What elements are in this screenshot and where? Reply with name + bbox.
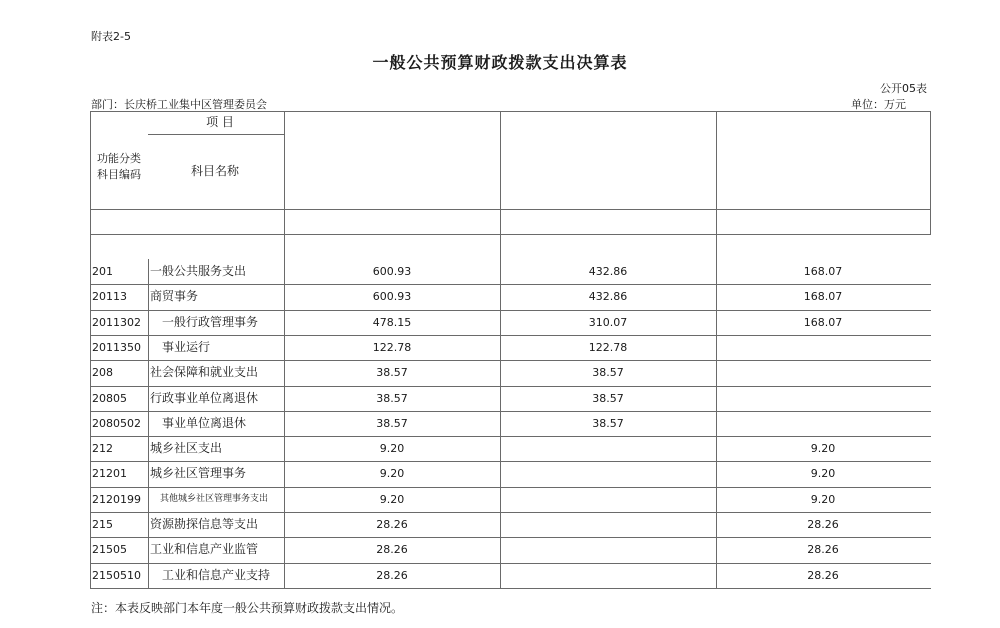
grid-line [90,512,931,513]
table-row [90,563,931,588]
row-total: 600.93 [372,265,412,278]
row-basic: 38.57 [592,416,624,430]
row-code: 20113 [92,290,127,304]
row-project: 28.26 [807,518,839,531]
row-name: 一般公共服务支出 [150,264,247,278]
unit-label: 单位：万元 [851,98,906,111]
row-project [716,360,930,385]
row-basic [500,512,716,537]
footnote: 注：本表反映部门本年度一般公共预算财政拨款支出情况。 [91,601,404,615]
row-code: 20805 [92,391,127,405]
table-row [90,284,931,309]
row-total: 9.20 [379,492,405,506]
table-row [90,335,931,360]
grid-line [90,563,931,564]
row-code: 212 [92,442,113,456]
row-name: 商贸事务 [150,289,199,304]
grid-line [930,111,931,234]
table-row [90,512,931,537]
grid-line [284,111,285,588]
grid-line [90,588,931,589]
table-row [90,386,931,411]
row-project [716,335,930,360]
department-label: 部门：长庆桥工业集中区管理委员会 [91,98,267,111]
grid-line [90,436,931,437]
row-total: 38.57 [376,416,408,430]
header-item: 项 目 [206,115,234,129]
row-basic [500,436,716,461]
row-code: 2080502 [92,416,141,430]
table-row [90,537,931,562]
header-code-line1: 功能分类 [97,152,141,165]
row-name: 事业运行 [162,339,211,354]
row-total: 38.57 [376,391,408,405]
row-basic: 310.07 [588,315,628,329]
row-project: 168.07 [803,315,843,329]
row-project: 9.20 [810,492,836,506]
grid-line [716,111,717,588]
page-title: 一般公共预算财政拨款支出决算表 [372,53,628,72]
header-code-line2: 科目编码 [97,168,141,181]
row-basic [500,537,716,562]
grid-line [90,335,931,336]
header-code-label [90,151,148,191]
table-row [90,360,931,385]
row-name: 城乡社区管理事务 [150,466,247,481]
grid-line [90,209,931,210]
grid-line [90,310,931,311]
row-code: 2011302 [92,315,141,329]
row-basic: 432.86 [588,290,628,304]
row-code: 2150510 [92,568,141,582]
row-name: 社会保障和就业支出 [150,365,259,380]
row-project: 9.20 [810,467,836,481]
row-total: 9.20 [379,467,405,481]
header-name-label: 科目名称 [190,164,239,178]
row-total: 600.93 [372,290,412,304]
row-project: 168.07 [803,290,843,304]
row-total: 28.26 [376,543,408,557]
row-project [716,411,930,436]
row-project: 9.20 [810,442,836,456]
row-basic: 38.57 [592,391,624,405]
table-row [90,461,931,486]
row-name: 城乡社区支出 [150,441,223,456]
row-name: 工业和信息产业监管 [150,542,259,557]
attachment-label: 附表2-5 [91,30,131,43]
row-total: 28.26 [376,518,408,531]
row-basic [500,487,716,512]
row-code: 201 [92,265,113,278]
row-name: 工业和信息产业支持 [162,567,271,582]
form-code: 公开05表 [880,82,927,95]
row-total: 38.57 [376,366,408,380]
row-code: 208 [92,366,113,380]
row-total: 28.26 [376,568,408,582]
row-total: 122.78 [372,340,412,354]
grid-line [90,537,931,538]
row-basic: 122.78 [588,340,628,354]
table-row [90,436,931,461]
grid-line [90,111,931,112]
grid-line [148,134,284,135]
table-row [90,259,931,284]
row-code: 2120199 [92,492,141,506]
grid-line [90,461,931,462]
grid-line [500,111,501,588]
row-project: 168.07 [803,265,843,278]
grid-line [90,234,931,235]
row-name: 其他城乡社区管理事务支出 [160,493,269,504]
row-project [716,386,930,411]
grid-line [90,111,91,588]
grid-line [90,487,931,488]
row-basic: 38.57 [592,366,624,380]
grid-line [90,284,931,285]
row-code: 2011350 [92,340,141,354]
row-code: 21201 [92,467,127,481]
row-basic [500,461,716,486]
grid-line [90,411,931,412]
row-total: 478.15 [372,315,412,329]
row-basic [500,563,716,588]
row-name: 事业单位离退休 [162,415,247,430]
row-basic: 432.86 [588,265,628,278]
row-name: 行政事业单位离退休 [150,390,259,405]
table-row [90,310,931,335]
row-total: 9.20 [379,442,405,456]
row-name: 资源勘探信息等支出 [150,517,259,531]
row-name: 一般行政管理事务 [162,314,259,329]
grid-line [148,259,149,588]
row-project: 28.26 [807,568,839,582]
table-row [90,487,931,512]
row-code: 21505 [92,543,127,557]
grid-line [90,360,931,361]
row-project: 28.26 [807,543,839,557]
table-row [90,411,931,436]
grid-line [90,386,931,387]
row-code: 215 [92,518,113,531]
